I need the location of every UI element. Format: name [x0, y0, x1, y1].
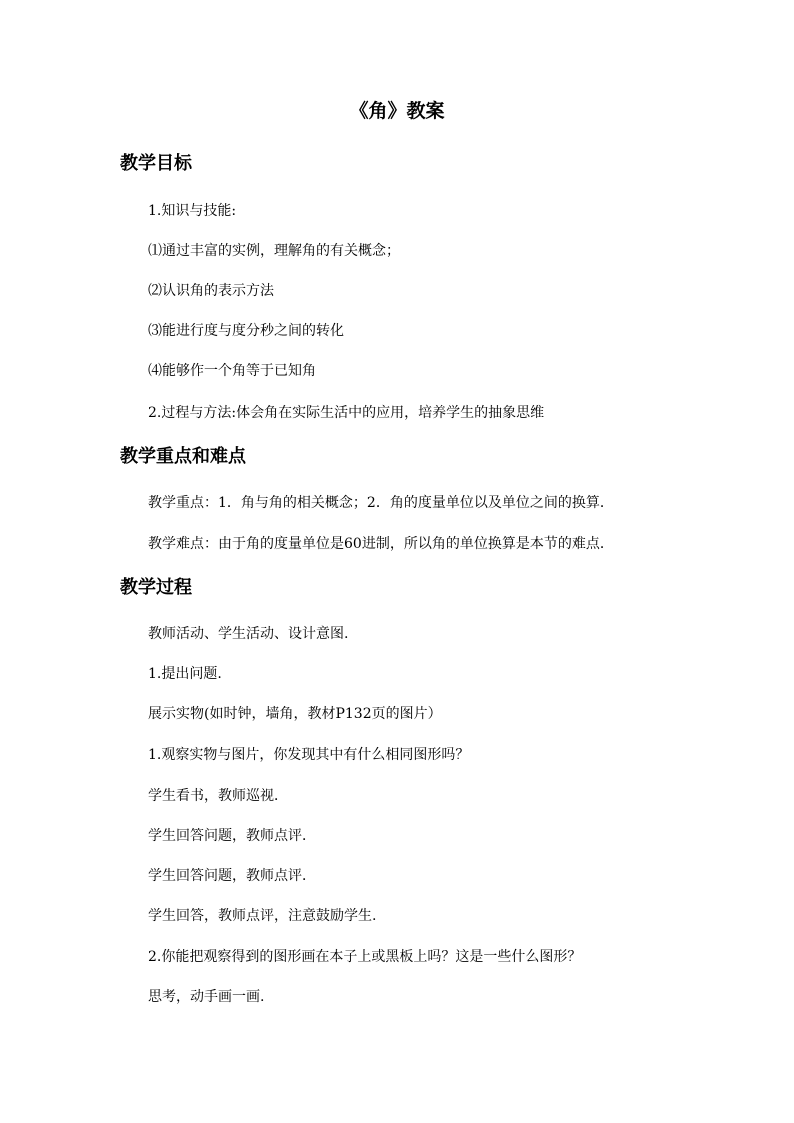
paragraph: 2.你能把观察得到的图形画在本子上或黑板上吗？这是一些什么图形？ — [148, 949, 582, 965]
paragraph: 学生回答问题，教师点评． — [148, 868, 316, 884]
paragraph: 学生回答，教师点评，注意鼓励学生. — [148, 908, 377, 924]
paragraph: 1.提出问题. — [148, 666, 222, 682]
paragraph: ⑷能够作一个角等于已知角 — [148, 363, 316, 379]
paragraph: 学生看书，教师巡视． — [148, 788, 288, 804]
paragraph: 2.过程与方法:体会角在实际生活中的应用，培养学生的抽象思维 — [148, 405, 545, 421]
paragraph: 教学难点：由于角的度量单位是60进制，所以角的单位换算是本节的难点． — [148, 536, 614, 552]
paragraph: 1.观察实物与图片，你发现其中有什么相同图形吗？ — [148, 747, 470, 763]
paragraph: 思考，动手画一画. — [148, 989, 265, 1005]
paragraph: 教师活动、学生活动、设计意图. — [148, 626, 349, 642]
section-heading-process: 教学过程 — [120, 577, 192, 598]
paragraph: ⑴通过丰富的实例，理解角的有关概念； — [148, 243, 400, 259]
paragraph: 教学重点：1．角与角的相关概念；2．角的度量单位以及单位之间的换算． — [148, 495, 614, 511]
section-heading-key-points: 教学重点和难点 — [120, 446, 246, 467]
paragraph: 展示实物(如时钟，墙角，教材P132页的图片） — [148, 706, 442, 722]
paragraph: ⑵认识角的表示方法 — [148, 283, 274, 299]
section-heading-objectives: 教学目标 — [120, 153, 192, 174]
paragraph: 学生回答问题，教师点评． — [148, 828, 316, 844]
document-title: 《角》教案 — [349, 100, 445, 122]
paragraph: 1.知识与技能: — [148, 203, 237, 219]
paragraph: ⑶能进行度与度分秒之间的转化 — [148, 323, 344, 339]
